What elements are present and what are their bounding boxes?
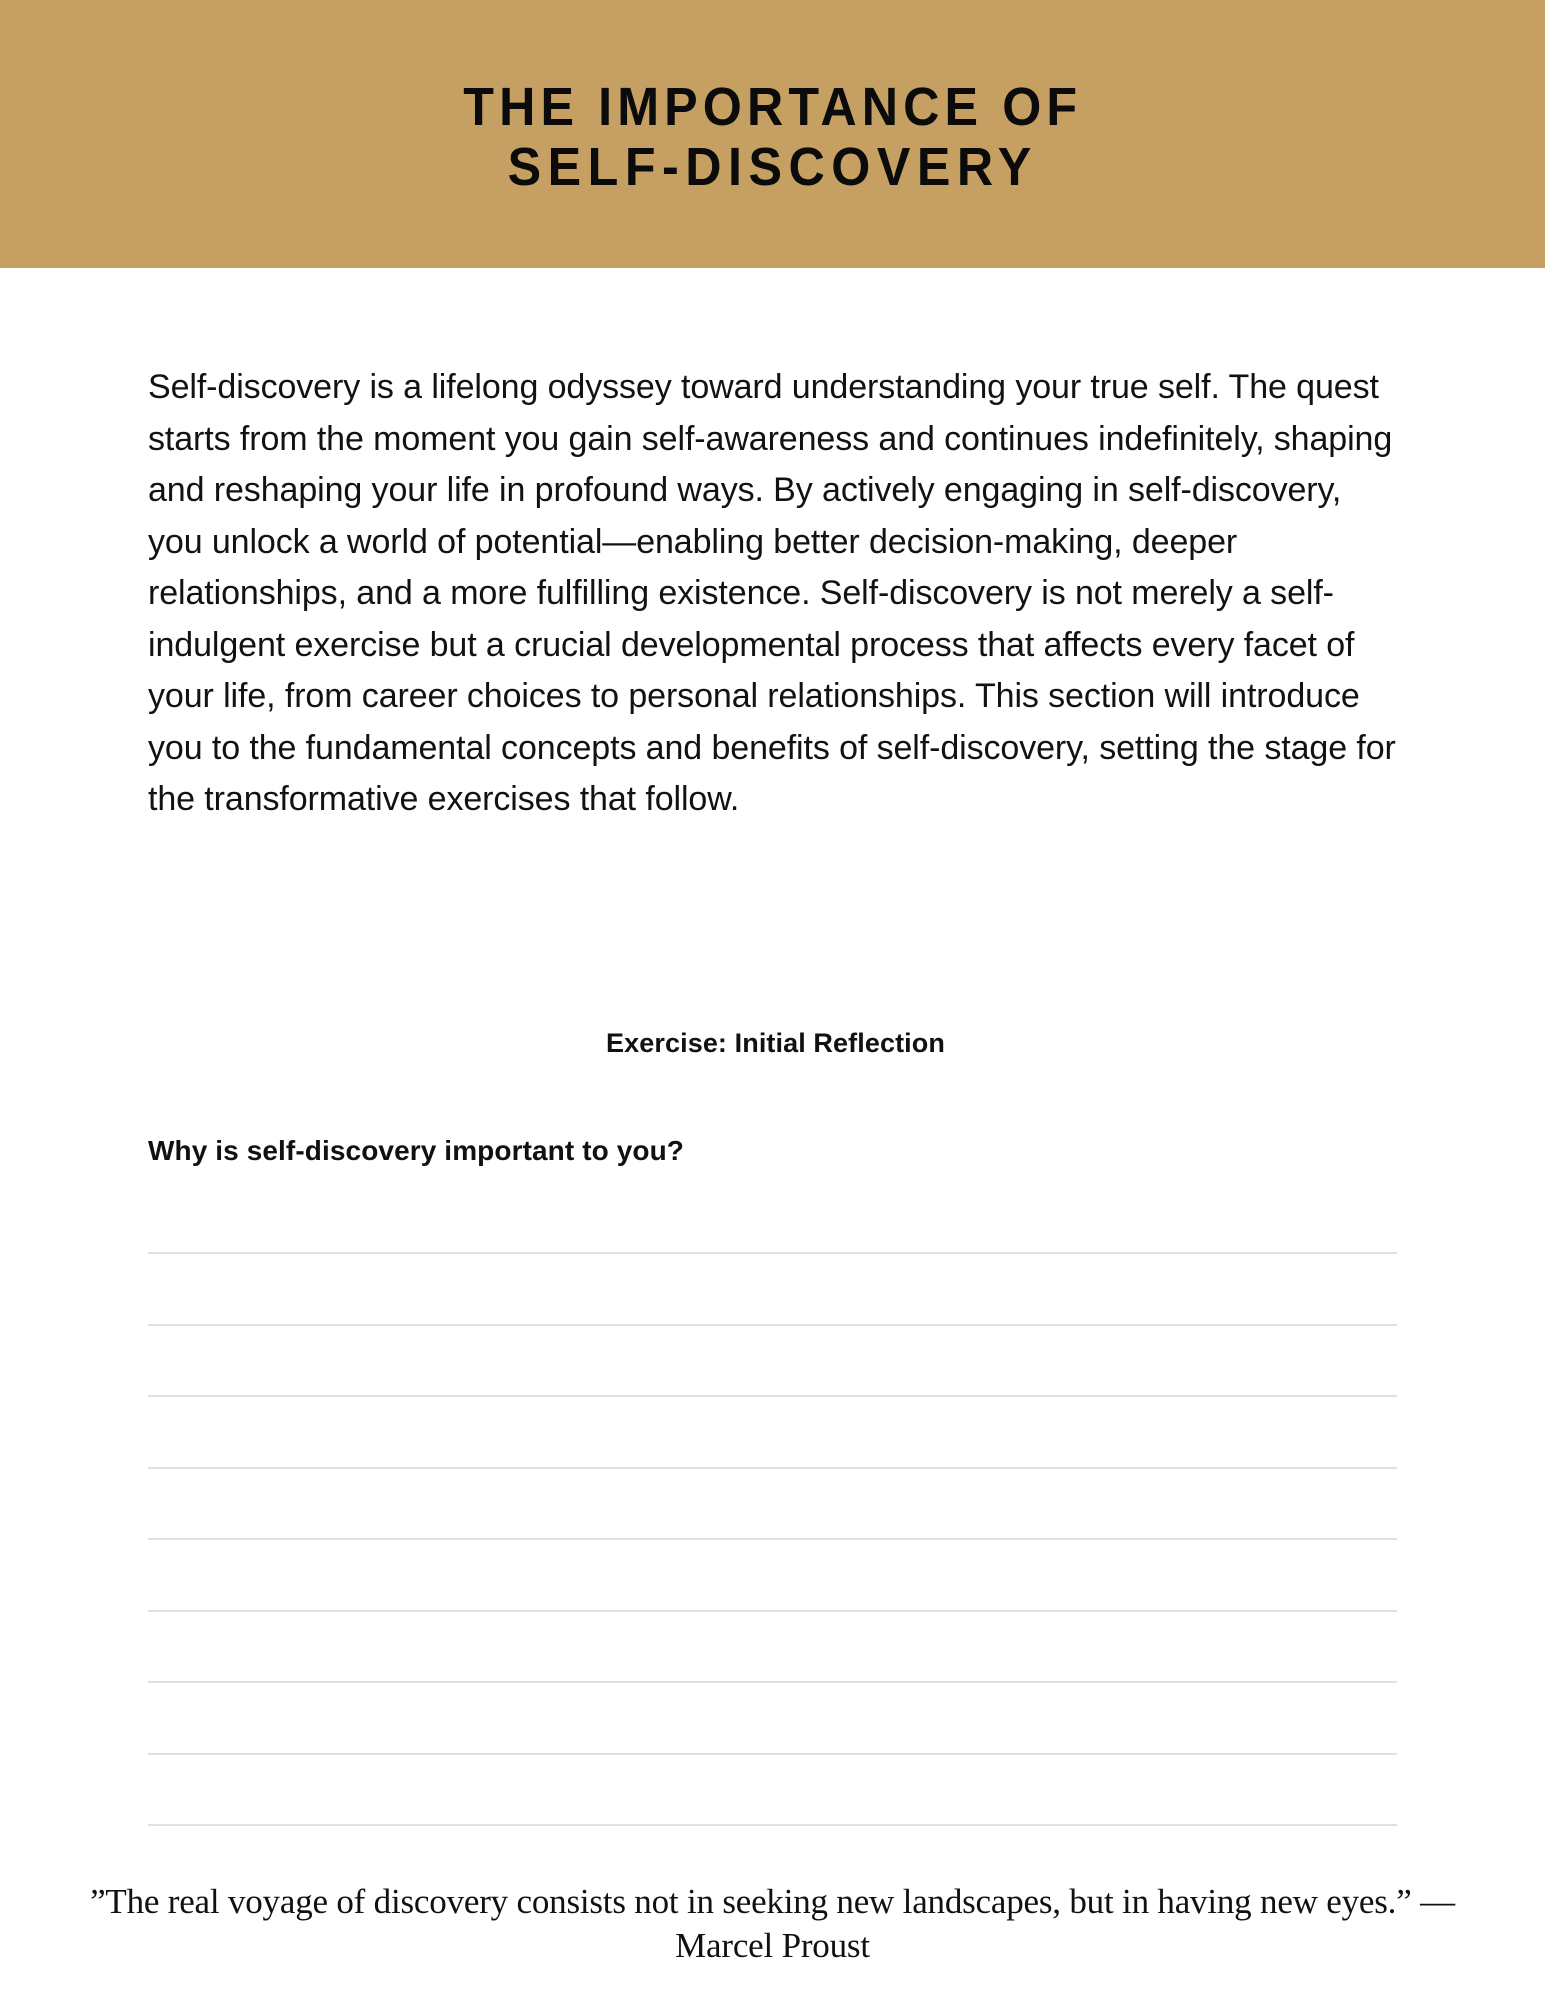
page-title: [463, 77, 1082, 198]
answer-line[interactable]: [148, 1753, 1397, 1755]
answer-line[interactable]: [148, 1467, 1397, 1469]
answer-line[interactable]: [148, 1252, 1397, 1254]
exercise-heading: Exercise: Initial Reflection: [606, 1028, 945, 1058]
page-title-line-1: THE IMPORTANCE OF: [463, 76, 1082, 137]
page-header-band: [0, 0, 1545, 268]
answer-line[interactable]: [148, 1824, 1397, 1826]
intro-paragraph: Self-discovery is a lifelong odyssey toward understanding your true self. The quest starts from the moment you gain self-awareness and continues indefinitely, shaping and reshaping your life in profound ways. By actively engaging in self-discovery, you unlock a world of potential—enabling better decision-making, deeper relationships, and a more fulfilling existence. Self-discovery is not merely a self-indulgent exercise but a crucial developmental process that affects every facet of your life, from career choices to personal relationships. This section will introduce you to the fundamental concepts and benefits of self-discovery, setting the stage for the transformative exercises that follow.: [148, 368, 1396, 818]
answer-line[interactable]: [148, 1538, 1397, 1540]
answer-line[interactable]: [148, 1610, 1397, 1612]
footer-quote: ”The real voyage of discovery consists not in seeking new landscapes, but in having new eyes.” — Marcel Proust: [90, 1882, 1455, 1965]
answer-writing-area[interactable]: [148, 1252, 1397, 1826]
answer-line[interactable]: [148, 1324, 1397, 1326]
page-title-line-2: SELF-DISCOVERY: [507, 137, 1038, 197]
reflection-prompt: Why is self-discovery important to you?: [148, 1135, 684, 1166]
answer-line[interactable]: [148, 1395, 1397, 1397]
answer-line[interactable]: [148, 1681, 1397, 1683]
